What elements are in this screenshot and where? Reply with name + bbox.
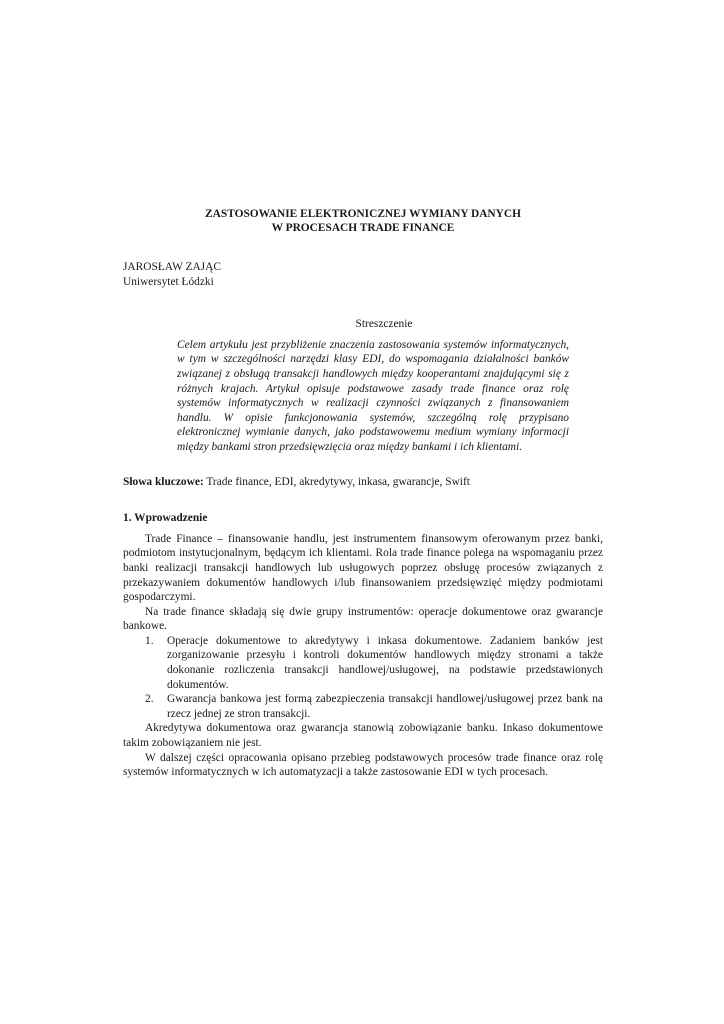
author-block — [123, 260, 603, 289]
abstract — [177, 338, 569, 455]
document-page — [123, 208, 603, 780]
keywords — [123, 475, 603, 490]
paper-title — [123, 208, 603, 235]
paragraph-3: Akredytywa dokumentowa oraz gwarancja stanowią zobowiązanie banku. Inkaso dokumentowe takim zobowiązaniem nie jest. — [123, 722, 603, 750]
keywords-label: Słowa kluczowe: — [123, 475, 204, 488]
paragraph-2: Na trade finance składają się dwie grupy instrumentów: operacje dokumentowe oraz gwarancje bankowe. — [123, 605, 603, 633]
list-item — [123, 634, 603, 692]
list-item-number: 2. — [145, 693, 154, 706]
section-heading: 1. Wprowadzenie — [123, 512, 208, 525]
numbered-list — [123, 634, 603, 722]
author-name: JAROSŁAW ZAJĄC — [123, 261, 221, 273]
list-item-text: Gwarancja bankowa jest formą zabezpieczenia transakcji handlowej/usługowej przez bank na rzecz jednej ze stron transakcji. — [167, 693, 603, 720]
title-line-1: ZASTOSOWANIE ELEKTRONICZNEJ WYMIANY DANYCH — [205, 208, 521, 220]
list-item-number: 1. — [145, 634, 154, 647]
author-affiliation: Uniwersytet Łódzki — [123, 275, 214, 288]
abstract-text: Celem artykułu jest przybliżenie znaczenia zastosowania systemów informatycznych, w tym w szczególności narzędzi klasy EDI, do wspomagania działalności banków związanej z obsługą transakcji handlowych między kooperantami znajdującymi się z różnych krajach. Artykuł opisuje podstawowe zasady trade finance oraz rolę systemów informatycznych w realizacji czynności związanych z finansowaniem handlu. W opisie funkcjonowania systemów, szczególną rolę przypisano elektronicznej wymianie danych, jako podstawowemu medium wymiany informacji między bankami stron przedsięwzięcia oraz między bankami i ich klientami. — [177, 338, 569, 453]
abstract-heading: Streszczenie — [355, 318, 413, 331]
title-line-2: W PROCESACH TRADE FINANCE — [271, 221, 455, 234]
keywords-text: Trade finance, EDI, akredytywy, inkasa, gwarancje, Swift — [206, 475, 470, 488]
list-item-text: Operacje dokumentowe to akredytywy i inkasa dokumentowe. Zadaniem banków jest zorganizowanie przesyłu i kontroli dokumentów handlowych między stronami a także dokonanie rozliczenia transakcji handlowej/usługowej, na podstawie przedstawionych dokumentów. — [167, 634, 603, 691]
list-item — [123, 692, 603, 721]
paragraph-1: Trade Finance – finansowanie handlu, jest instrumentem finansowym oferowanym przez banki, podmiotom instytucjonalnym, będącym ich klientami. Rola trade finance polega na wspomaganiu przez banki realizacji transakcji handlowych lub usługowych poprzez obsługę procesów związanych z przekazywaniem dokumentów handlowych i/lub finansowaniem przedsięwzięć między podmiotami gospodarczymi. — [123, 532, 603, 604]
paragraph-4: W dalszej części opracowania opisano przebieg podstawowych procesów trade finance oraz rolę systemów informatycznych w ich automatyzacji a także zastosowanie EDI w tych procesach. — [123, 751, 603, 779]
